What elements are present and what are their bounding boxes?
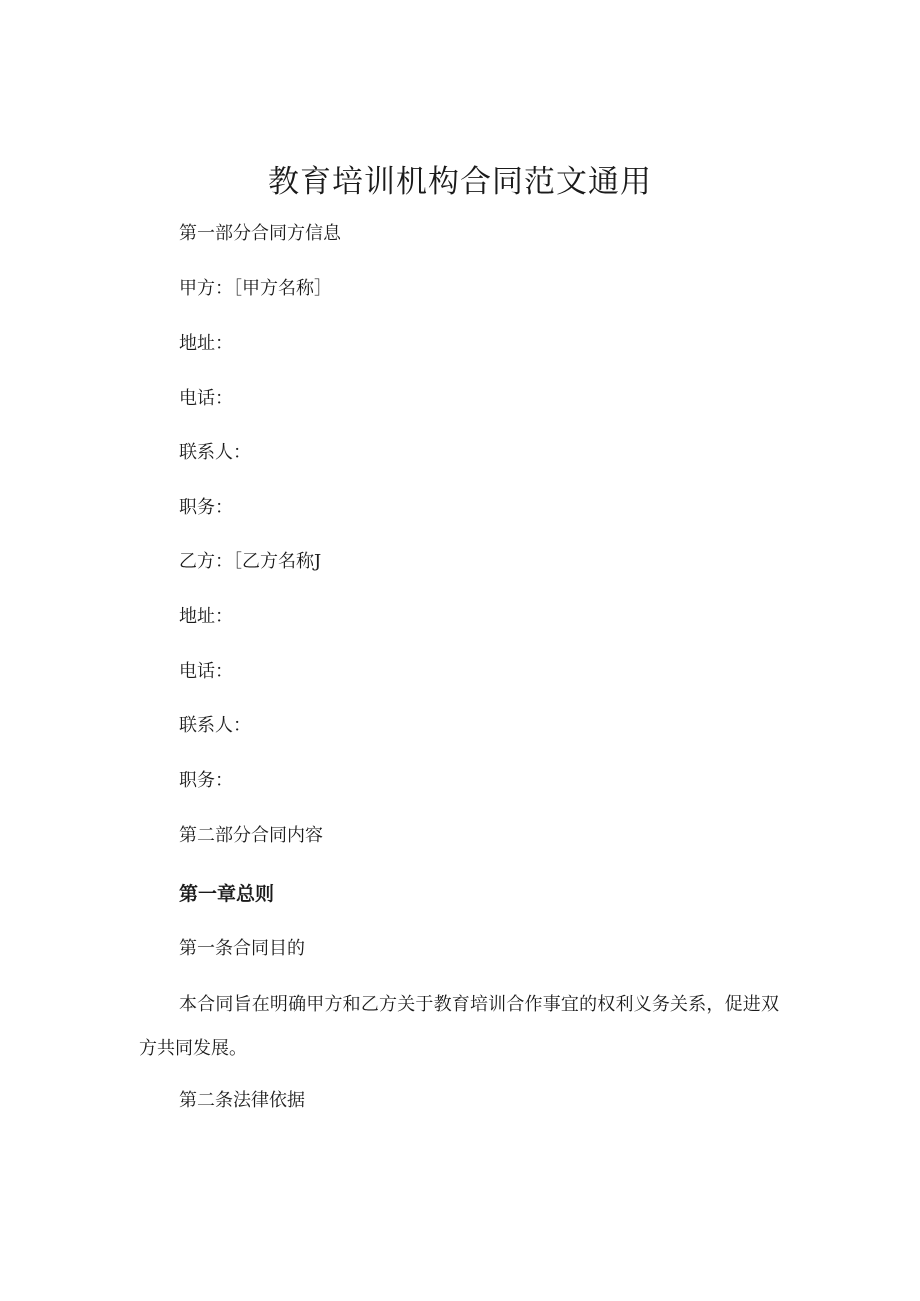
party-a-contact-label: 联系人：	[179, 442, 251, 463]
document-title: 教育培训机构合同范文通用	[268, 164, 652, 200]
chapter1-heading: 第一章总则	[179, 883, 275, 905]
part1-heading: 第一部分合同方信息	[179, 223, 341, 244]
party-a-address-label: 地址：	[179, 333, 233, 354]
part2-heading: 第二部分合同内容	[179, 825, 323, 846]
party-b-phone-label: 电话：	[179, 661, 233, 682]
party-a-position-label: 职务：	[179, 497, 233, 518]
party-b-address-label: 地址：	[179, 606, 233, 627]
article1-heading: 第一条合同目的	[179, 938, 305, 959]
article1-body: 本合同旨在明确甲方和乙方关于教育培训合作事宜的权利义务关系，促进双方共同发展。	[139, 994, 779, 1059]
party-b-contact-label: 联系人：	[179, 715, 251, 736]
party-a-phone-label: 电话：	[179, 388, 233, 409]
party-b-name: 乙方：［乙方名称J	[179, 551, 322, 572]
party-b-position-label: 职务：	[179, 770, 233, 791]
party-a-name: 甲方：［甲方名称］	[179, 278, 332, 299]
article2-heading: 第二条法律依据	[179, 1090, 305, 1111]
